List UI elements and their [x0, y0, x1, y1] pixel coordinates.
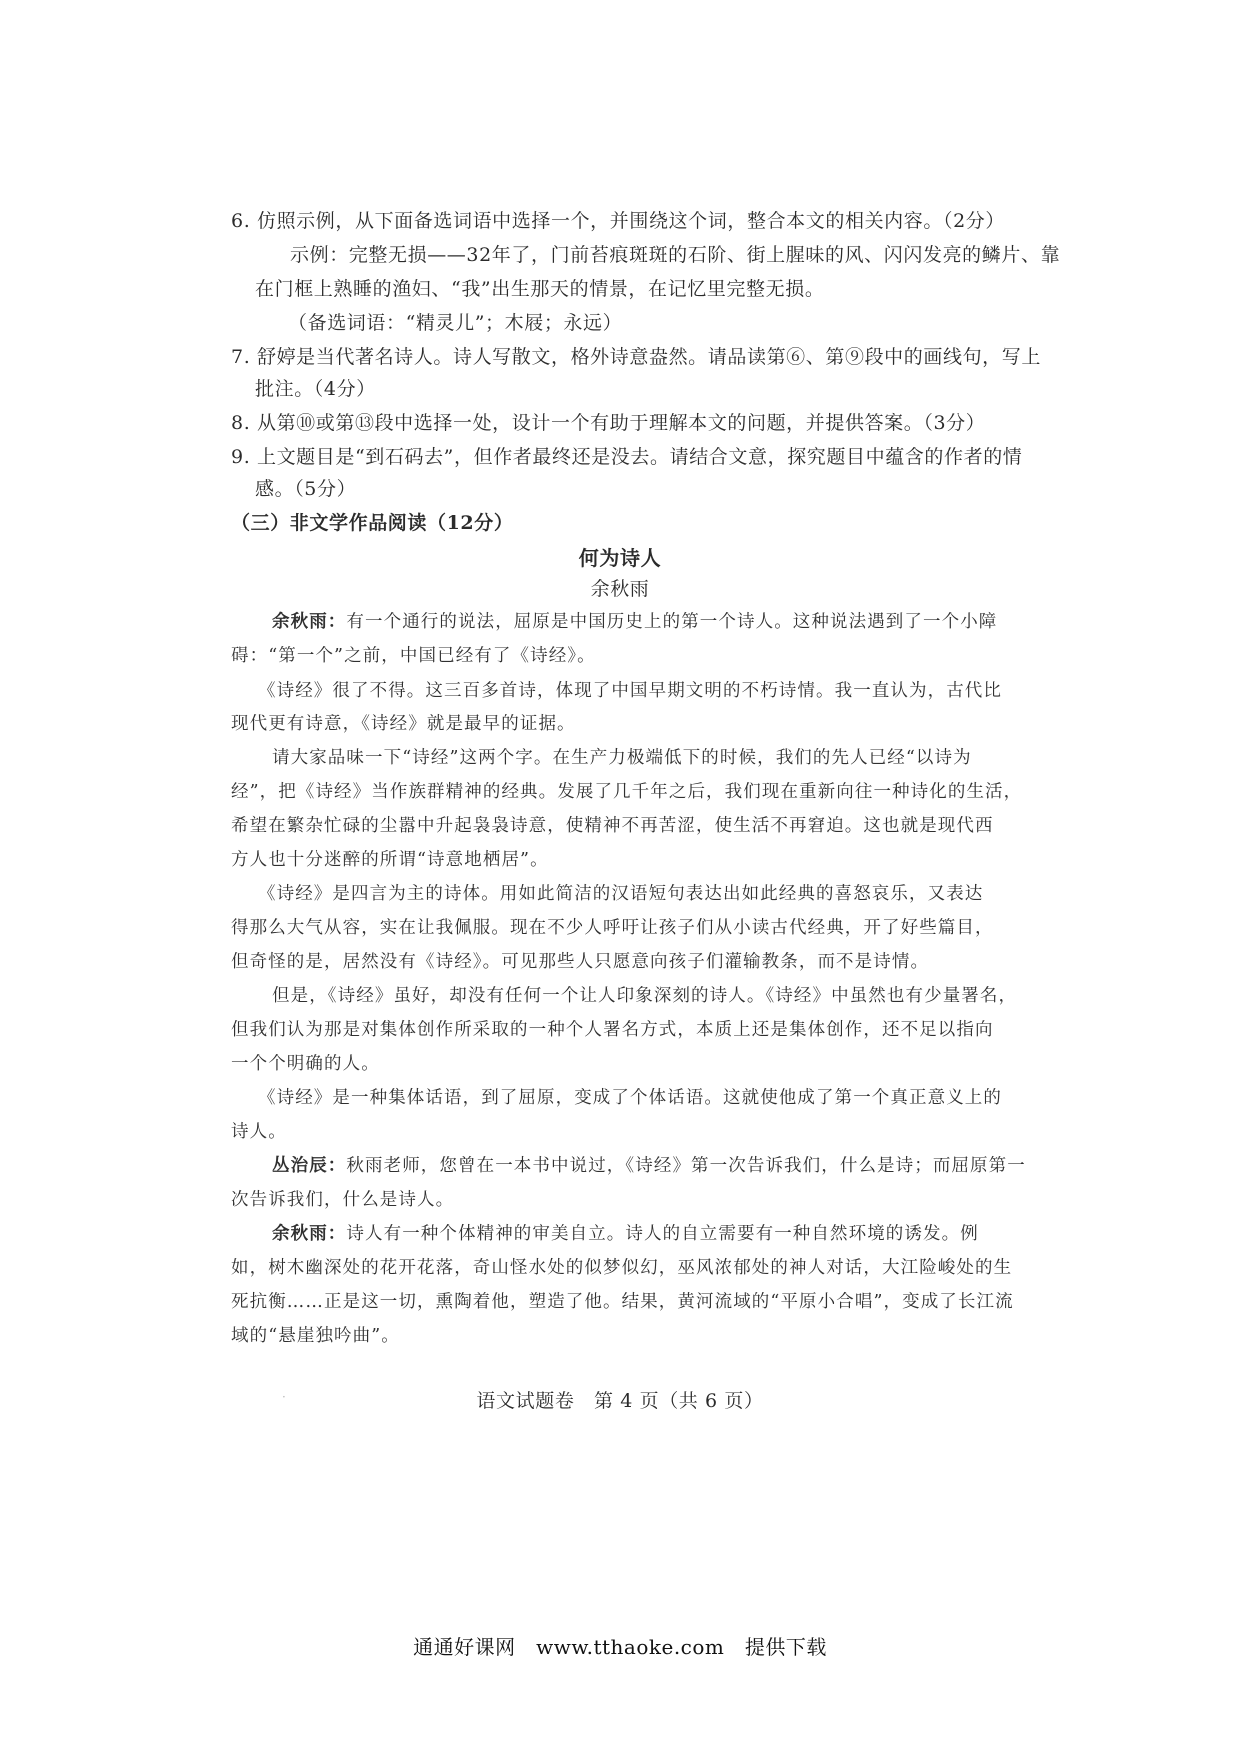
article-paragraph-3-line3: 希望在繁杂忙碌的尘嚣中升起袅袅诗意，使精神不再苦涩，使生活不再窘迫。这也就是现代西 — [231, 816, 994, 836]
article-author: 余秋雨 — [590, 578, 650, 600]
article-paragraph-3-line1: 请大家品味一下“诗经”这两个字。在生产力极端低下的时候，我们的先人已经“以诗为 — [272, 748, 972, 768]
q8-prompt: 8. 从第⑩或第⑬段中选择一处，设计一个有助于理解本文的问题，并提供答案。（3分） — [231, 412, 986, 434]
article-paragraph-8-line1: 余秋雨：诗人有一种个体精神的审美自立。诗人的自立需要有一种自然环境的诱发。例 — [272, 1224, 979, 1244]
article-paragraph-1-line1: 余秋雨：有一个通行的说法，屈原是中国历史上的第一个诗人。这种说法遇到了一个小障 — [272, 612, 998, 632]
article-paragraph-3-line4: 方人也十分迷醉的所谓“诗意地栖居”。 — [231, 850, 549, 870]
article-paragraph-4-line2: 得那么大气从容，实在让我佩服。现在不少人呼吁让孩子们从小读古代经典，开了好些篇目， — [231, 918, 994, 938]
article-paragraph-4-line1: 《诗经》是四言为主的诗体。用如此简洁的汉语短句表达出如此经典的喜怒哀乐，又表达 — [258, 884, 984, 904]
article-paragraph-1-line2: 碍：“第一个”之前，中国已经有了《诗经》。 — [231, 646, 596, 666]
q6-example-line1: 示例：完整无损——32年了，门前苔痕斑斑的石阶、街上腥味的风、闪闪发亮的鳞片、靠 — [290, 244, 1061, 266]
speaker-label: 丛治辰： — [272, 1156, 347, 1176]
article-paragraph-6-line2: 诗人。 — [231, 1122, 287, 1142]
article-paragraph-2-line1: 《诗经》很了不得。这三百多首诗，体现了中国早期文明的不朽诗情。我一直认为，古代比 — [258, 681, 1002, 701]
article-paragraph-8-line2: 如，树木幽深处的花开花落，奇山怪水处的似梦似幻，巫风浓郁处的神人对话，大江险峻处的生 — [231, 1258, 1013, 1278]
q6-example-line2: 在门框上熟睡的渔妇、“我”出生那天的情景，在记忆里完整无损。 — [255, 278, 825, 300]
section-heading: （三）非文学作品阅读（12分） — [231, 512, 514, 534]
scan-speck: · — [282, 1390, 286, 1404]
speaker-label: 余秋雨： — [272, 612, 347, 632]
article-paragraph-5-line2: 但我们认为那是对集体创作所采取的一种个人署名方式，本质上还是集体创作，还不足以指向 — [231, 1020, 994, 1040]
q9-prompt-line2: 感。（5分） — [255, 478, 357, 500]
article-paragraph-8-line4: 域的“悬崖独吟曲”。 — [231, 1326, 400, 1346]
article-paragraph-8-line3: 死抗衡……正是这一切，熏陶着他，塑造了他。结果，黄河流域的“平原小合唱”，变成了长江流 — [231, 1292, 1014, 1312]
site-footer: 通通好课网 www.tthaoke.com 提供下载 — [413, 1635, 827, 1659]
article-paragraph-7-line2: 次告诉我们，什么是诗人。 — [231, 1190, 455, 1210]
article-paragraph-4-line3: 但奇怪的是，居然没有《诗经》。可见那些人只愿意向孩子们灌输教条，而不是诗情。 — [231, 952, 930, 972]
article-paragraph-3-line2: 经”，把《诗经》当作族群精神的经典。发展了几千年之后，我们现在重新向往一种诗化的生活， — [231, 782, 1023, 802]
q9-prompt-line1: 9. 上文题目是“到石码去”，但作者最终还是没去。请结合文意，探究题目中蕴含的作者的情 — [231, 446, 1023, 468]
article-title: 何为诗人 — [578, 546, 662, 570]
article-paragraph-2-line2: 现代更有诗意，《诗经》就是最早的证据。 — [231, 714, 576, 734]
q7-prompt-line2: 批注。（4分） — [255, 378, 376, 400]
speaker-label: 余秋雨： — [272, 1224, 347, 1244]
article-paragraph-5-line3: 一个个明确的人。 — [231, 1054, 380, 1074]
q6-prompt: 6. 仿照示例，从下面备选词语中选择一个，并围绕这个词，整合本文的相关内容。（2分） — [231, 210, 1005, 232]
article-paragraph-6-line1: 《诗经》是一种集体话语，到了屈原，变成了个体话语。这就使他成了第一个真正意义上的 — [258, 1088, 1002, 1108]
article-paragraph-7-line1: 丛治辰：秋雨老师，您曾在一本书中说过，《诗经》第一次告诉我们，什么是诗；而屈原第一 — [272, 1156, 1026, 1176]
q7-prompt-line1: 7. 舒婷是当代著名诗人。诗人写散文，格外诗意盎然。请品读第⑥、第⑨段中的画线句，写上 — [231, 346, 1041, 368]
article-paragraph-5-line1: 但是，《诗经》虽好，却没有任何一个让人印象深刻的诗人。《诗经》中虽然也有少量署名， — [272, 986, 1018, 1006]
page-footer: 语文试题卷 第 4 页（共 6 页） — [476, 1390, 764, 1412]
q6-options: （备选词语：“精灵儿”；木屐；永远） — [288, 312, 623, 334]
